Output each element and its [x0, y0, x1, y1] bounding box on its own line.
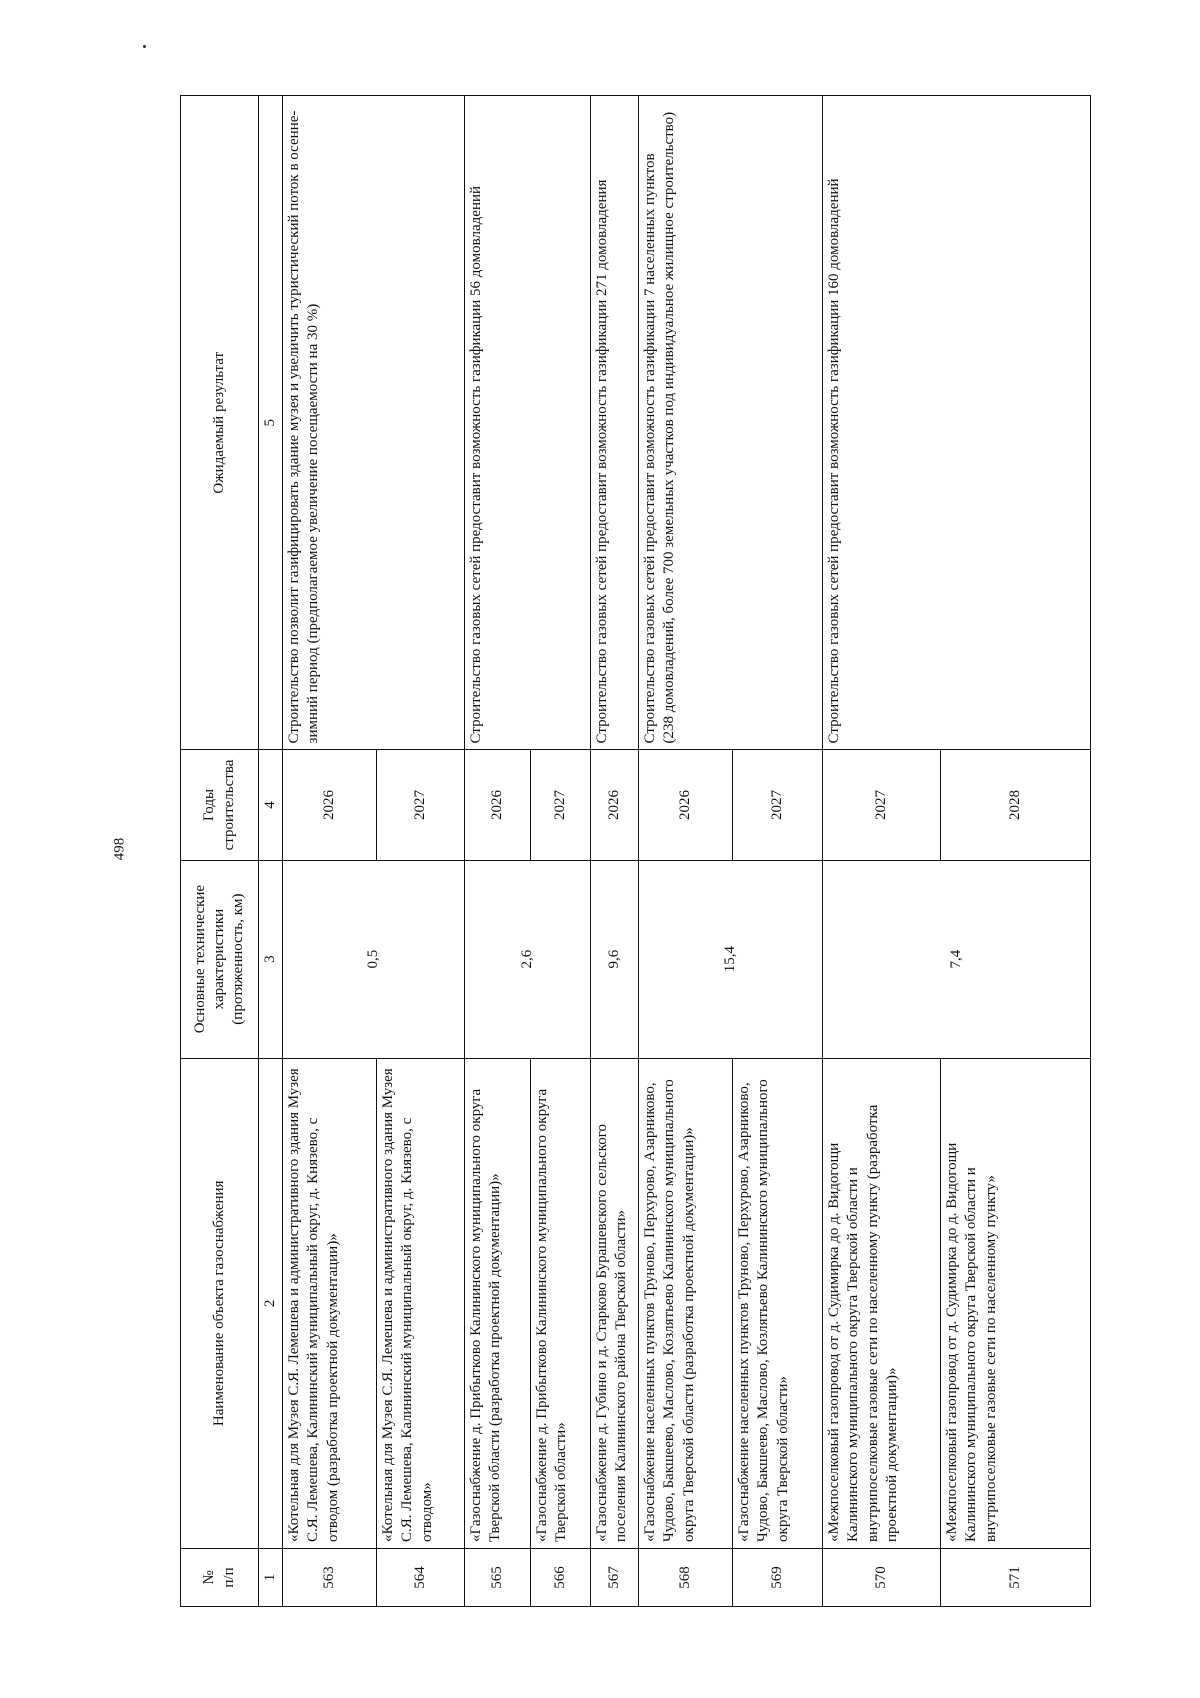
construction-year: 2027 [733, 750, 823, 860]
object-name: «Газоснабжение населенных пунктов Труново, Перхурово, Азарниково, Чудово, Бакшеево, Маслово, Козлятьево Калининского муниципального округа Тверской области» [733, 1058, 823, 1548]
col-index: 4 [259, 750, 283, 860]
row-number: 570 [823, 1548, 941, 1606]
object-name: «Газоснабжение населенных пунктов Труново, Перхурово, Азарниково, Чудово, Бакшеево, Маслово, Козлятьево Калининского муниципального округа Тверской области (разработка проектной документации)» [639, 1058, 733, 1548]
expected-result: Строительство газовых сетей предоставит возможность газификации 271 домовладения [591, 96, 639, 750]
construction-year: 2027 [823, 750, 941, 860]
column-index-row [259, 96, 283, 1607]
col-index: 1 [259, 1548, 283, 1606]
gas-supply-table [180, 95, 1091, 1607]
construction-year: 2028 [941, 750, 1091, 860]
construction-year: 2026 [639, 750, 733, 860]
expected-result: Строительство позволит газифицировать здание музея и увеличить туристический поток в осенне-зимний период (предполагаемое увеличение посещаемости на 30 %) [283, 96, 465, 750]
row-number: 563 [283, 1548, 377, 1606]
header-num: № п/п [181, 1548, 259, 1606]
header-name: Наименование объекта газоснабжения [181, 1058, 259, 1548]
object-name: «Газоснабжение д. Прибытково Калининского муниципального округа Тверской области» [531, 1058, 591, 1548]
table-row [823, 96, 941, 1607]
table-row [465, 96, 531, 1607]
table-row [639, 96, 733, 1607]
row-number: 566 [531, 1548, 591, 1606]
length-value: 15,4 [639, 860, 823, 1058]
header-length: Основные технические характеристики (протяженность, км) [181, 860, 259, 1058]
construction-year: 2027 [531, 750, 591, 860]
expected-result: Строительство газовых сетей предоставит возможность газификации 7 населенных пунктов (238 домовладений, более 700 земельных участков под индивидуальное жилищное строительство) [639, 96, 823, 750]
col-index: 3 [259, 860, 283, 1058]
page-number: 498 [111, 837, 128, 861]
object-name: «Котельная для Музея С.Я. Лемешева и административного здания Музея С.Я. Лемешева, Калининский муниципальный округ, д. Князево, с отводом» [377, 1058, 465, 1548]
construction-year: 2026 [283, 750, 377, 860]
expected-result: Строительство газовых сетей предоставит возможность газификации 160 домовладений [823, 96, 1091, 750]
length-value: 0,5 [283, 860, 465, 1058]
construction-year: 2027 [377, 750, 465, 860]
object-name: «Газоснабжение д. Губино и д. Старково Бурашевского сельского поселения Калининского района Тверской области» [591, 1058, 639, 1548]
construction-year: 2026 [591, 750, 639, 860]
row-number: 571 [941, 1548, 1091, 1606]
scan-speck [143, 45, 146, 48]
col-index: 5 [259, 96, 283, 750]
length-value: 7,4 [823, 860, 1091, 1058]
col-index: 2 [259, 1058, 283, 1548]
header-result: Ожидаемый результат [181, 96, 259, 750]
expected-result: Строительство газовых сетей предоставит возможность газификации 56 домовладений [465, 96, 591, 750]
length-value: 9,6 [591, 860, 639, 1058]
table-row [591, 96, 639, 1607]
row-number: 568 [639, 1548, 733, 1606]
table-row [283, 96, 377, 1607]
object-name: «Межпоселковый газопровод от д. Судимирка до д. Видогощи Калининского муниципального округа Тверской области и внутрипоселковые газовые сети по населенному пункту (разработка проектной документации)» [823, 1058, 941, 1548]
object-name: «Газоснабжение д. Прибытково Калининского муниципального округа Тверской области (разработка проектной документации)» [465, 1058, 531, 1548]
row-number: 565 [465, 1548, 531, 1606]
length-value: 2,6 [465, 860, 591, 1058]
object-name: «Межпоселковый газопровод от д. Судимирка до д. Видогощи Калининского муниципального округа Тверской области и внутрипоселковые газовые сети по населенному пункту» [941, 1058, 1091, 1548]
object-name: «Котельная для Музея С.Я. Лемешева и административного здания Музея С.Я. Лемешева, Калининский муниципальный округ, д. Князево, с отводом (разработка проектной документации)» [283, 1058, 377, 1548]
header-row [181, 96, 259, 1607]
row-number: 564 [377, 1548, 465, 1606]
rotated-table-container [180, 95, 1090, 1607]
header-years: Годы строительства [181, 750, 259, 860]
row-number: 567 [591, 1548, 639, 1606]
construction-year: 2026 [465, 750, 531, 860]
row-number: 569 [733, 1548, 823, 1606]
